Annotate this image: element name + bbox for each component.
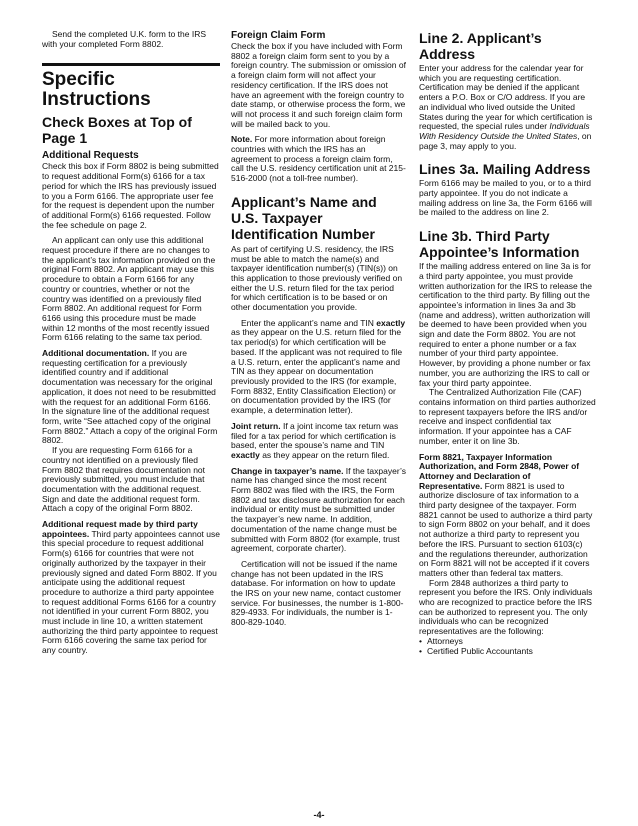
intro-text: Send the completed U.K. form to the IRS with your completed Form 8802.: [42, 29, 207, 49]
line2-para: Enter your address for the calendar year for which you are requesting certification. Certification may be denied if the applicant enters a P.O. Box or C/O address. If you are an individual who lived outside the United States during the year for which certification is requested, the special rules under Individuals With Residency Outside the United States, on page 3, may apply to you.: [419, 63, 593, 151]
note-lead: Note.: [231, 134, 253, 145]
additional-documentation-lead: Additional documentation.: [42, 348, 150, 359]
line3b-heading: Line 3b. Third Party Appointee’s Information: [419, 228, 580, 261]
line3a-heading: Lines 3a. Mailing Address: [419, 161, 591, 178]
foreign-claim-para: Check the box if you have included with Form 8802 a foreign claim form sent to you by a foreign country. The submission or omission of a foreign claim form will not affect your residency certification. If the IRS does not have an agreement with the foreign country to date stamp, or otherwise process the form, we will not process it and such foreign claim form will be mailed back to you.: [231, 41, 406, 129]
joint-return-para: Joint return. If a joint income tax return was filed for a tax period for which certification is based, enter the spouse’s name and TIN exactly as they appear on the return filed.: [231, 420, 399, 460]
column-3: [419, 30, 596, 656]
representatives-list: [419, 637, 596, 656]
applicant-name-p1: As part of certifying U.S. residency, the IRS must be able to match the name(s) and taxpayer identification number(s) (TIN(s)) on this application to those previously verified on either the U.S. return filed for the tax period for which certification is to be based or on other documentation you provide.: [231, 243, 403, 313]
applicant-name-heading: Applicant’s Name and U.S. Taxpayer Identification Number: [231, 193, 377, 242]
certification-para: Certification will not be issued if the name change has not been updated in the IRS database. For information on how to update the IRS on your new name, contact customer service. For businesses, the number is 1-800-829-4933. For individuals, the number is 1-800-829-1040.: [231, 558, 404, 628]
name-change-para: Change in taxpayer’s name. If the taxpayer’s name has changed since the most recent Form 8802 was filed with the IRS, the Form 8802 and tax disclosure authorization for each individual or entity must be submitted under the taxpayer’s new name. In addition, documentation of the name change must be submitted with Form 8802 (for example, trust agreement, corporate charter).: [231, 465, 406, 554]
joint-return-lead: Joint return.: [231, 420, 281, 431]
page-number: -4-: [313, 810, 325, 820]
foreign-claim-heading: Foreign Claim Form: [231, 30, 326, 41]
form-8821-para: Form 8821, Taxpayer Information Authorization, and Form 2848, Power of Attorney and Declaration of Representative. Form 8821 is used to authorize disclosure of tax information to a third party designee of the taxpayer. Form 8821 cannot be used to authorize a third party to sign Form 8802 on your behalf, and it does not authorize a third party to represent you before the IRS. Pursuant to section 6103(c) and the regulations thereunder, authorization on Form 8821 will not be accepted if it covers matters other than federal tax matters.: [419, 451, 593, 578]
additional-requests-heading: Additional Requests: [42, 150, 139, 162]
column-2: [231, 30, 406, 628]
applicant-name-p2: Enter the applicant’s name and TIN exactly as they appear on the U.S. return filed for the tax period(s) for which certification will be based. If the applicant was not required to file a U.S. return, enter the applicant’s name and TIN as they appear on documentation previously provided to the IRS (for example, Form 8832, Entity Classification Election) or on documentation provided by the IRS (for example, a determination letter).: [231, 317, 406, 416]
line3b-p1: If the mailing address entered on line 3a is for a third party appointee, you must provide written authorization for the IRS to release the certification to the third party. By filling out the appointee’s information in lines 3a and 3b (name and address), written authorization will be deemed to have been provided when you sign and date the Form 8802. You are not required to enter a phone number or a fax number of your third party appointee. However, by providing a phone number or fax number, you are authorizing the IRS to call or fax your third party appointee.: [419, 261, 592, 388]
form-8821-lead: Form 8821, Taxpayer Information Authorization, and Form 2848, Power of Attorney and Declaration of Representative.: [419, 451, 580, 491]
line3a-para: Form 6166 may be mailed to you, or to a third party appointee. If you do not indicate a mailing address on line 3a, the Form 6166 will be mailed to the address on line 2.: [419, 178, 592, 218]
specific-instructions-heading: Specific Instructions: [42, 69, 151, 111]
third-party-request-para: Additional request made by third party appointees. Third party appointees cannot use this special procedure to request additional Form(s) 6166 for countries that were not originally authorized by the taxpayer in their previously signed and dated Form 8802. If you anticipate using the additional request procedure to authorize a third party appointee to request additional Forms 6166 for a country not identified in your current Form 8802, you must include in line 10, a written statement authorizing the third party appointee to request Form 6166 covering the same tax period for any country.: [42, 519, 220, 656]
line3b-p2: The Centralized Authorization File (CAF) contains information on third parties authorized to represent taxpayers before the IRS and/or receive and inspect confidential tax information. If your appointee has a CAF number, enter it on line 3b.: [419, 387, 596, 446]
form-2848-para: Form 2848 authorizes a third party to represent you before the IRS. Only individuals who are recognized to practice before the IRS can be authorized to represent you. The only individuals who can be recognized representatives are the following:: [419, 577, 593, 637]
name-change-lead: Change in taxpayer’s name.: [231, 465, 344, 476]
third-party-request-lead: Additional request made by third party appointees.: [42, 519, 198, 539]
additional-documentation-p2: If you are requesting Form 6166 for a country not identified on a previously filed Form 8802 that requires documentation not previously submitted, you must include that documentation with the additional request. Sign and date the additional request form. Attach a copy of the original Form 8802.: [42, 445, 206, 514]
additional-requests-p2: An applicant can only use this additional request procedure if there are no changes to the applicant’s tax information provided on the original Form 8802. An applicant may use this procedure to obtain a Form 6166 for any country or countries, whether or not the country was identified on a previously filed Form 8802. An additional request for Form 6166 using this procedure must be made within 12 months of the most recently issued Form 6166 relating to the same tax period.: [42, 235, 216, 343]
additional-requests-p1: Check this box if Form 8802 is being submitted to request additional Form(s) 6166 for a tax period for which the IRS has previously issued to you a Form 6166. The appropriate user fee for the request is dependent upon the number of additional Form(s) 6166 requested. Follow the fee schedule on page 2.: [42, 161, 219, 230]
line2-heading: Line 2. Applicant’s Address: [419, 30, 542, 62]
list-item: • Certified Public Accountants: [419, 647, 596, 657]
column-1: [42, 30, 220, 656]
note-para: Note. For more information about foreign countries with which the IRS has an agreement to process a foreign claim form, call the U.S. residency certification unit at 215-516-2000 (not a toll-free number).: [231, 134, 406, 184]
list-item: • Attorneys: [419, 637, 596, 647]
check-boxes-heading: Check Boxes at Top of Page 1: [42, 114, 192, 147]
additional-documentation-para: Additional documentation. If you are requesting certification for a previously identified country and if additional documentation was necessary for the original application, it does not need to be resubmitted with the request for an additional Form 6166. In the signature line of the additional request form, write “See attached copy of the original Form 8802.” Attach a copy of the original Form 8802.: [42, 348, 218, 446]
